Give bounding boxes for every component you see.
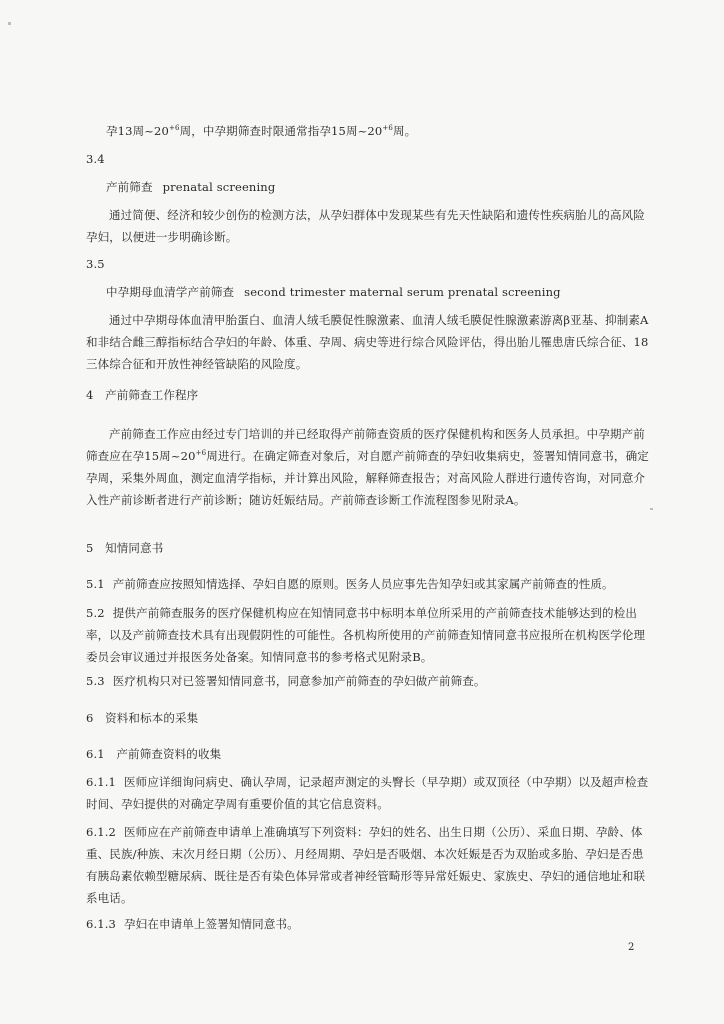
page-number: 2 [628,942,635,953]
definition-prenatal-screening: 通过简便、经济和较少创伤的检测方法，从孕妇群体中发现某些有先天性缺陷和遗传性疾病胎儿的高风险孕妇，以便进一步明确诊断。 [86,208,645,244]
scan-speck [8,22,11,25]
section-heading-5: 5 知情同意书 [86,541,164,555]
section-heading-6-1: 6.1 产前筛查资料的收集 [86,747,222,761]
section-heading-4: 4 产前筛查工作程序 [86,388,199,402]
continuation-line: 孕13周$\sim 20^{+6}$周，中孕期筛查时限通常指孕15周$\sim 20^{+6}$周。 [106,124,417,138]
section-heading-6: 6 资料和标本的采集 [86,711,199,725]
section-number-3-5: 3.5 [86,257,105,271]
term-prenatal-screening: 产前筛查 prenatal screening [106,180,276,194]
clause-5-2: 5.2 提供产前筛查服务的医疗保健机构应在知情同意书中标明本单位所采用的产前筛查技术能够达到的检出率，以及产前筛查技术具有出现假阴性的可能性。各机构所使用的产前筛查知情同意书应报所在机构医学伦理委员会审议通过并报医务处备案。知情同意书的参考格式见附录B。 [86,606,646,664]
clause-6-1-1: 6.1.1 医师应详细询问病史、确认孕周，记录超声测定的头臀长（早孕期）或双顶径（中孕期）以及超声检查时间、孕妇提供的对确定孕周有重要价值的其它信息资料。 [86,775,649,811]
clause-6-1-2: 6.1.2 医师应在产前筛查申请单上准确填写下列资料：孕妇的姓名、出生日期（公历）、采血日期、孕龄、体重、民族/种族、末次月经日期（公历）、月经周期、孕妇是否吸烟、本次妊娠是否为双胎或多胎、孕妇是否患有胰岛素依赖型糖尿病、既往是否有染色体异常或者神经管畸形等异常妊娠史、家族史、孕妇的通信地址和联系电话。 [86,825,646,905]
paragraph-4: 产前筛查工作应由经过专门培训的并已经取得产前筛查资质的医疗保健机构和医务人员承担。中孕期产前筛查应在孕15周$\sim 20^{+6}$周进行。在确定筛查对象后，对自愿产前筛查的孕妇收集病史，签署知情同意书，确定孕周，采集外周血，测定血清学指标，并计算出风险，解释筛查报告；对高风险人群进行遗传咨询，对同意介入性产前诊断者进行产前诊断；随访妊娠结局。产前筛查诊断工作流程图参见附录A。 [86,427,649,507]
section-number-3-4: 3.4 [86,152,105,166]
term-serum-screening: 中孕期母血清学产前筛查 second trimester maternal serum prenatal screening [106,285,561,299]
definition-serum-screening: 通过中孕期母体血清甲胎蛋白、血清人绒毛膜促性腺激素、血清人绒毛膜促性腺激素游离β亚基、抑制素A和非结合雌三醇指标结合孕妇的年龄、体重、孕周、病史等进行综合风险评估，得出胎儿罹患唐氏综合征、18三体综合征和开放性神经管缺陷的风险度。 [86,313,649,371]
clause-6-1-3: 6.1.3 孕妇在申请单上签署知情同意书。 [86,917,299,931]
clause-5-3: 5.3 医疗机构只对已签署知情同意书，同意参加产前筛查的孕妇做产前筛查。 [86,674,486,688]
clause-5-1: 5.1 产前筛查应按照知情选择、孕妇自愿的原则。医务人员应事先告知孕妇或其家属产前筛查的性质。 [86,577,614,591]
